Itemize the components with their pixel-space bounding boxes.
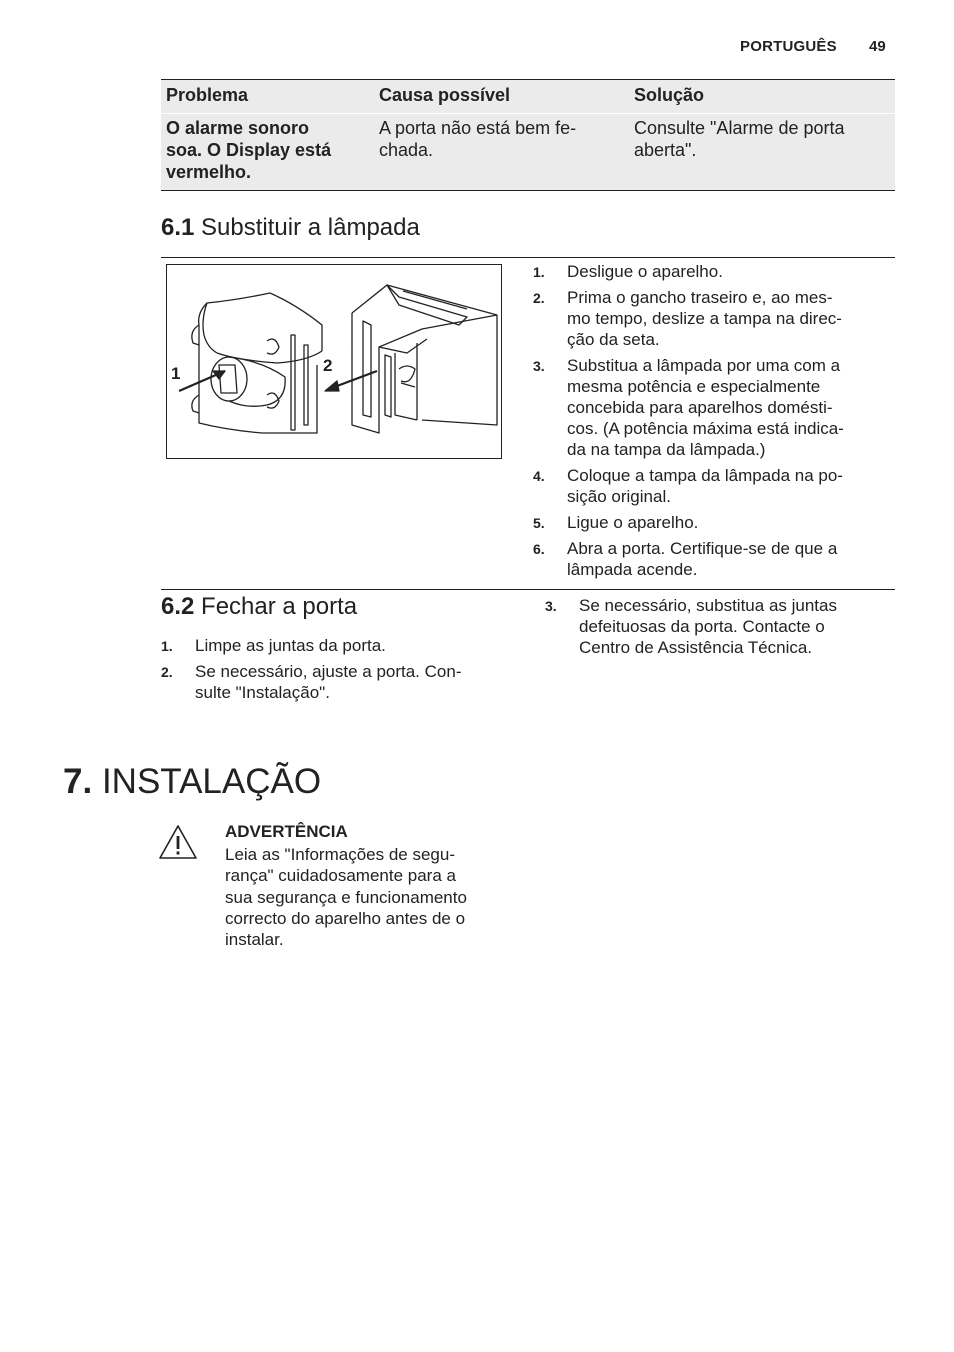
lamp-replacement-figure — [166, 264, 502, 459]
section-7-heading — [63, 762, 321, 802]
door-steps-left — [161, 635, 506, 708]
section-6-1-number: 6.1 — [161, 214, 195, 241]
step-number: 2. — [533, 290, 545, 306]
step-number: 6. — [533, 541, 545, 557]
table-bottom-rule — [161, 190, 895, 191]
cell-solution: Consulte "Alarme de porta aberta". — [634, 118, 845, 160]
step-number: 4. — [533, 468, 545, 484]
section-7-number: 7. — [63, 762, 93, 801]
step-number: 5. — [533, 515, 545, 531]
step-number: 2. — [161, 664, 173, 680]
warning-text: Leia as "Informações de segu- rança" cuidadosamente para a sua segurança e funcionamento correcto do aparelho antes de o instalar. — [225, 845, 467, 950]
door-steps-right — [545, 595, 890, 663]
section-6-2-rule — [161, 589, 895, 590]
section-6-2-heading — [161, 593, 357, 621]
step-number: 1. — [161, 638, 173, 654]
column-header-solution: Solução — [634, 85, 705, 105]
section-6-2-number: 6.2 — [161, 593, 195, 620]
step-number: 3. — [545, 598, 557, 614]
figure-label-1: 1 — [171, 364, 181, 383]
page-number: 49 — [869, 38, 886, 55]
cell-cause: A porta não está bem fe- chada. — [379, 118, 577, 160]
header-language: PORTUGUÊS — [740, 38, 837, 55]
cell-problem: O alarme sonoro soa. O Display está vermelho. — [166, 118, 332, 182]
list-item: 3. Se necessário, substitua as juntas defeituosas da porta. Contacte o Centro de Assistência Técnica. — [545, 596, 837, 657]
figure-label-2: 2 — [323, 356, 333, 375]
list-item: 1. Desligue o aparelho. — [533, 262, 723, 281]
section-6-2-title: Fechar a porta — [201, 593, 358, 620]
lamp-steps-list — [533, 261, 893, 585]
list-item: 2. Prima o gancho traseiro e, ao mes- mo tempo, deslize a tampa na direc- ção da seta. — [533, 288, 842, 349]
list-item: 2. Se necessário, ajuste a porta. Con- sulte "Instalação". — [161, 662, 462, 702]
section-6-1-rule — [161, 257, 895, 258]
warning-triangle-icon — [158, 824, 198, 860]
warning-title: ADVERTÊNCIA — [225, 822, 348, 841]
step-number: 1. — [533, 264, 545, 280]
list-item: 4. Coloque a tampa da lâmpada na po- sição original. — [533, 466, 843, 506]
section-6-1-heading — [161, 214, 420, 242]
step-number: 3. — [533, 358, 545, 374]
list-item: 5. Ligue o aparelho. — [533, 513, 699, 532]
table-header-row — [161, 80, 895, 113]
section-7-title: INSTALAÇÃO — [101, 762, 322, 801]
column-header-problem: Problema — [166, 85, 249, 105]
list-item: 3. Substitua a lâmpada por uma com a mesma potência e especialmente concebida para aparelhos domésti- cos. (A potência máxima está indica- da na tampa da lâmpada.) — [533, 356, 844, 459]
column-header-cause: Causa possível — [379, 85, 511, 105]
list-item: 6. Abra a porta. Certifique-se de que a lâmpada acende. — [533, 539, 838, 579]
section-6-1-title: Substituir a lâmpada — [201, 214, 420, 241]
lamp-cover-illustration — [167, 265, 501, 458]
list-item: 1. Limpe as juntas da porta. — [161, 636, 386, 655]
